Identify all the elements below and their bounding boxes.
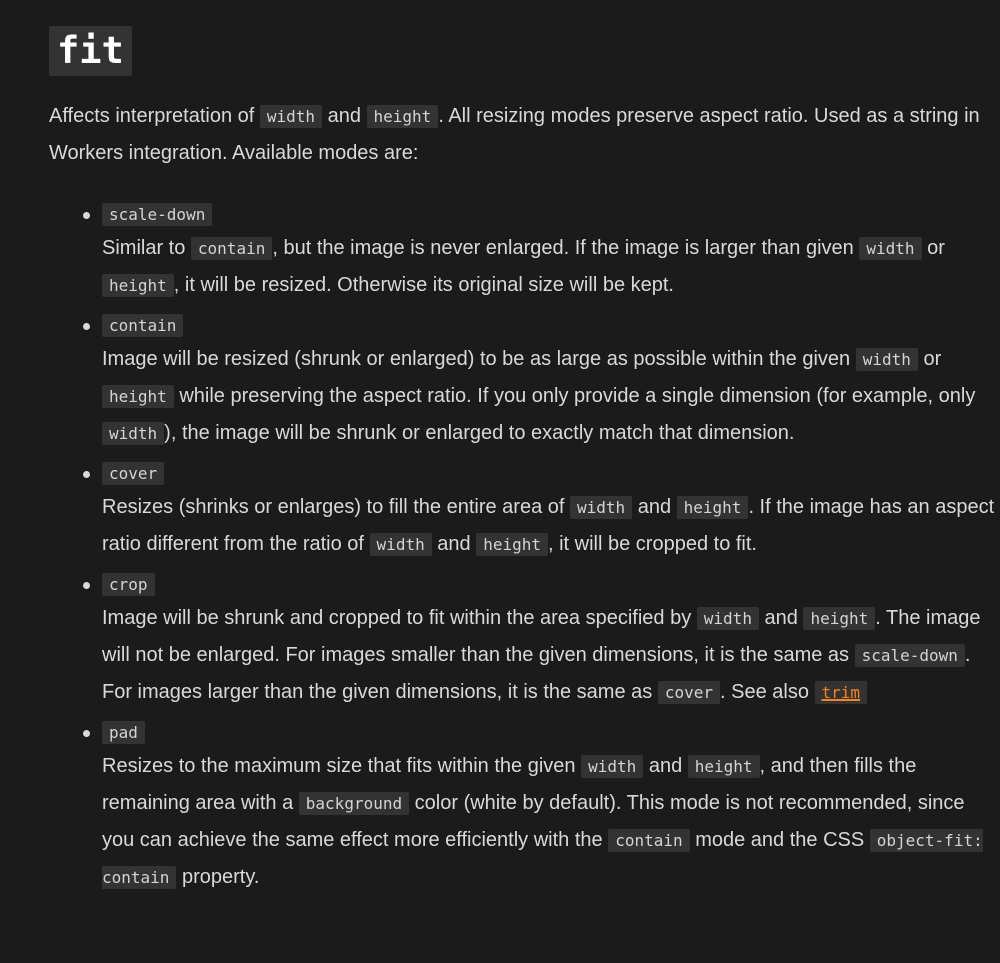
code-width: width <box>859 237 921 260</box>
code-width: width <box>856 348 918 371</box>
list-item-scale-down <box>49 200 997 304</box>
code-height: height <box>688 755 760 778</box>
desc-text: and <box>632 496 677 518</box>
desc-text: color (white by default). This mode is not recommended, since you can achieve the same effect more efficiently with the <box>102 792 965 851</box>
trim-link[interactable] <box>815 681 868 703</box>
desc-text: . The image will not be enlarged. For images smaller than the given dimensions, it is the same as <box>102 607 981 666</box>
section-heading-fit: fit <box>49 26 132 76</box>
bullet-icon <box>83 582 90 589</box>
mode-name <box>102 459 997 489</box>
desc-text: , it will be resized. Otherwise its original size will be kept. <box>173 274 674 296</box>
desc-text: , it will be cropped to fit. <box>548 533 757 555</box>
list-item-pad <box>49 718 997 896</box>
intro-text: . All resizing modes preserve aspect ratio. Used as a string in Workers integration. Available modes are: <box>49 105 980 164</box>
code-trim: trim <box>815 681 868 704</box>
code-mode-name: scale-down <box>102 203 212 226</box>
list-item-crop <box>49 570 997 711</box>
desc-text: Resizes (shrinks or enlarges) to fill the entire area of <box>102 496 570 518</box>
code-contain: contain <box>608 829 689 852</box>
mode-description <box>102 341 997 452</box>
code-height: height <box>476 533 548 556</box>
mode-description <box>102 600 997 711</box>
code-width: width <box>570 496 632 519</box>
desc-text: or <box>917 348 942 370</box>
desc-text: . See also <box>720 681 815 703</box>
list-item-contain <box>49 311 997 452</box>
mode-name <box>102 718 997 748</box>
desc-text: or <box>921 237 945 259</box>
intro-paragraph <box>49 98 989 172</box>
modes-list <box>49 200 1000 896</box>
mode-name <box>102 311 997 341</box>
code-width: width <box>260 105 322 128</box>
code-height: height <box>677 496 749 519</box>
bullet-icon <box>83 730 90 737</box>
code-width: width <box>581 755 643 778</box>
code-object-fit: object-fit: contain <box>102 831 983 887</box>
desc-text: Image will be shrunk and cropped to fit within the area specified by <box>102 607 697 629</box>
code-mode-name: pad <box>102 721 145 744</box>
code-cover: cover <box>658 681 720 704</box>
list-item-cover <box>49 459 997 563</box>
code-width: width <box>697 607 759 630</box>
code-background: background <box>299 792 409 815</box>
mode-description <box>102 230 997 304</box>
code-mode-name: contain <box>102 314 183 337</box>
intro-text: Affects interpretation of <box>49 105 260 127</box>
desc-text: and <box>643 755 688 777</box>
code-height: height <box>367 105 439 128</box>
mode-name <box>102 570 997 600</box>
desc-text: Image will be resized (shrunk or enlarged) to be as large as possible within the given <box>102 348 856 370</box>
desc-text: Resizes to the maximum size that fits within the given <box>102 755 582 777</box>
code-width: width <box>370 533 432 556</box>
desc-text: , and then fills the remaining area with a <box>102 755 917 814</box>
intro-text: and <box>322 105 367 127</box>
bullet-icon <box>83 471 90 478</box>
desc-text: while preserving the aspect ratio. If you only provide a single dimension (for example, only <box>173 385 976 407</box>
code-mode-name: cover <box>102 462 164 485</box>
desc-text: ), the image will be shrunk or enlarged to exactly match that dimension. <box>164 422 795 444</box>
desc-text: and <box>758 607 804 629</box>
desc-text: , but the image is never enlarged. If the image is larger than given <box>272 237 860 259</box>
mode-name <box>102 200 997 230</box>
desc-text: property. <box>176 866 260 888</box>
code-height: height <box>102 274 174 297</box>
desc-text: . If the image has an aspect ratio different from the ratio of <box>102 496 995 555</box>
code-mode-name: crop <box>102 573 155 596</box>
mode-description <box>102 489 997 563</box>
code-contain: contain <box>191 237 272 260</box>
code-scale-down: scale-down <box>855 644 965 667</box>
code-width: width <box>102 422 164 445</box>
bullet-icon <box>83 212 90 219</box>
desc-text: Similar to <box>102 237 191 259</box>
code-height: height <box>803 607 875 630</box>
code-height: height <box>102 385 174 408</box>
desc-text: . For images larger than the given dimensions, it is the same as <box>102 644 971 703</box>
desc-text: and <box>431 533 477 555</box>
bullet-icon <box>83 323 90 330</box>
mode-description <box>102 748 997 896</box>
desc-text: mode and the CSS <box>689 829 870 851</box>
